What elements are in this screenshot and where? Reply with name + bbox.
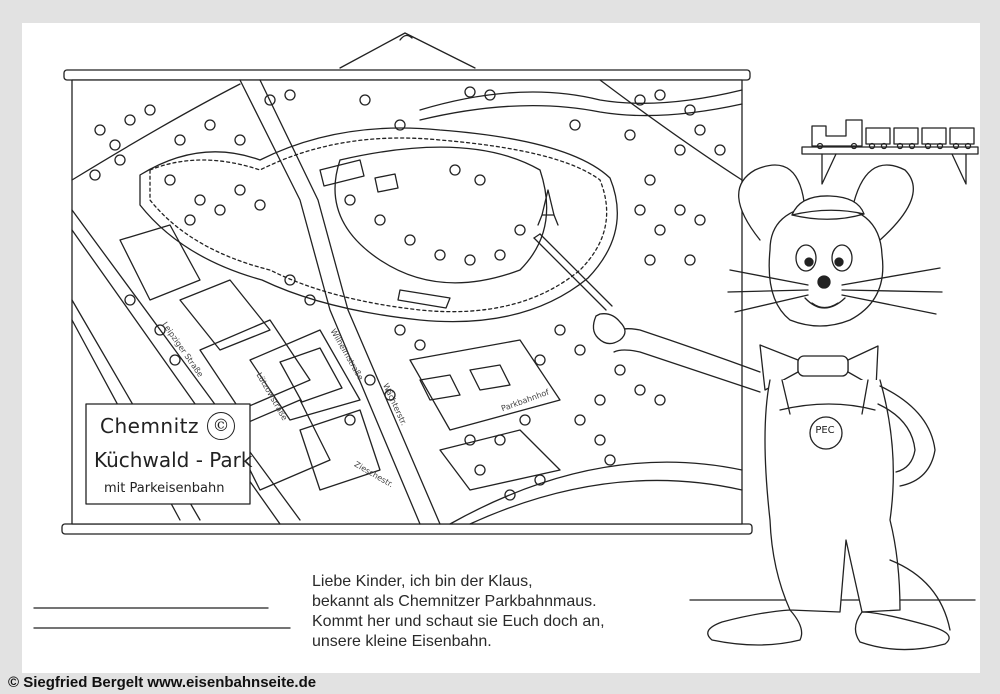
street-label-south: Zieschestr.: [352, 459, 395, 490]
street-label-right: Wilhelmstraße: [328, 327, 366, 382]
street-label-leipziger: Leipziger Straße: [160, 320, 205, 379]
map-legend-city: Chemnitz: [100, 414, 199, 438]
map-legend-park: Küchwald - Park: [94, 448, 253, 472]
poem-line-2: bekannt als Chemnitzer Parkbahnmaus.: [312, 593, 597, 610]
street-label-left: Lützowstraße: [254, 371, 290, 422]
poem-line-3: Kommt her und schaut sie Euch doch an,: [312, 613, 605, 630]
poem-line-4: unsere kleine Eisenbahn.: [312, 633, 492, 650]
street-label-mid: Wächterstr.: [381, 381, 409, 428]
map-legend-subtitle: mit Parkeisenbahn: [104, 481, 225, 496]
poem-line-1: Liebe Kinder, ich bin der Klaus,: [312, 573, 533, 590]
footer-credit: © Siegfried Bergelt www.eisenbahnseite.de: [8, 674, 317, 691]
hanging-cord: [340, 33, 475, 68]
street-label-rail: Parkbahnhof: [499, 387, 551, 414]
poem: [312, 572, 605, 652]
map-legend-copyright: ©: [207, 412, 235, 440]
mascot-badge: PEC: [815, 425, 835, 436]
